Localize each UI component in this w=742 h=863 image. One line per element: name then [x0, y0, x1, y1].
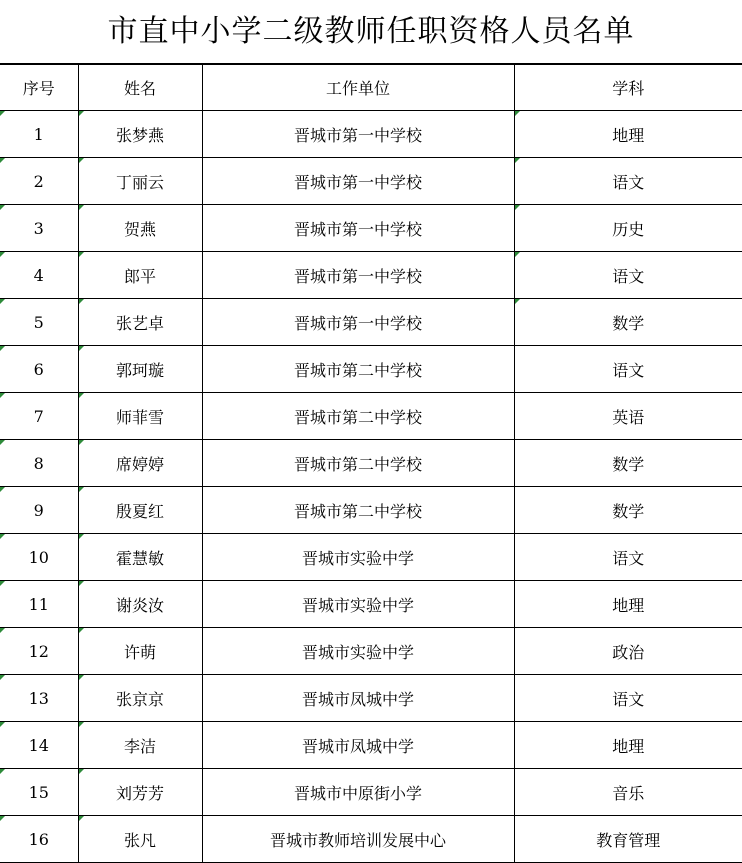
cell-no[interactable]: 11: [0, 581, 78, 628]
cell-name[interactable]: 张凡: [78, 816, 202, 863]
cell-subject[interactable]: 英语: [514, 393, 742, 440]
cell-name[interactable]: 张京京: [78, 675, 202, 722]
table-row: [0, 816, 742, 863]
cell-subject[interactable]: 语文: [514, 252, 742, 299]
table-row: [0, 675, 742, 722]
header-no[interactable]: 序号: [0, 65, 78, 111]
cell-name[interactable]: 李洁: [78, 722, 202, 769]
cell-subject[interactable]: 语文: [514, 675, 742, 722]
cell-unit[interactable]: 晋城市第一中学校: [202, 205, 514, 252]
cell-name[interactable]: 丁丽云: [78, 158, 202, 205]
cell-subject[interactable]: 数学: [514, 299, 742, 346]
header-subject[interactable]: 学科: [514, 65, 742, 111]
cell-name[interactable]: 师菲雪: [78, 393, 202, 440]
cell-name[interactable]: 张艺卓: [78, 299, 202, 346]
cell-name[interactable]: 郭珂璇: [78, 346, 202, 393]
cell-unit[interactable]: 晋城市第一中学校: [202, 158, 514, 205]
cell-name[interactable]: 席婷婷: [78, 440, 202, 487]
cell-subject[interactable]: 音乐: [514, 769, 742, 816]
cell-no[interactable]: 12: [0, 628, 78, 675]
cell-no[interactable]: 15: [0, 769, 78, 816]
cell-unit[interactable]: 晋城市实验中学: [202, 628, 514, 675]
cell-no[interactable]: 14: [0, 722, 78, 769]
cell-unit[interactable]: 晋城市实验中学: [202, 581, 514, 628]
cell-no[interactable]: 3: [0, 205, 78, 252]
cell-subject[interactable]: 数学: [514, 440, 742, 487]
table-row: [0, 158, 742, 205]
cell-unit[interactable]: 晋城市第一中学校: [202, 252, 514, 299]
cell-name[interactable]: 谢炎汝: [78, 581, 202, 628]
cell-unit[interactable]: 晋城市凤城中学: [202, 675, 514, 722]
cell-subject[interactable]: 教育管理: [514, 816, 742, 863]
cell-subject[interactable]: 语文: [514, 534, 742, 581]
cell-subject[interactable]: 地理: [514, 111, 742, 158]
cell-subject[interactable]: 语文: [514, 346, 742, 393]
cell-unit[interactable]: 晋城市第二中学校: [202, 393, 514, 440]
cell-subject[interactable]: 数学: [514, 487, 742, 534]
cell-unit[interactable]: 晋城市凤城中学: [202, 722, 514, 769]
cell-unit[interactable]: 晋城市第一中学校: [202, 299, 514, 346]
cell-unit[interactable]: 晋城市第二中学校: [202, 346, 514, 393]
cell-name[interactable]: 贺燕: [78, 205, 202, 252]
table-row: [0, 534, 742, 581]
cell-name[interactable]: 张梦燕: [78, 111, 202, 158]
cell-subject[interactable]: 政治: [514, 628, 742, 675]
table-row: [0, 111, 742, 158]
cell-no[interactable]: 9: [0, 487, 78, 534]
header-name[interactable]: 姓名: [78, 65, 202, 111]
cell-no[interactable]: 8: [0, 440, 78, 487]
cell-no[interactable]: 4: [0, 252, 78, 299]
cell-name[interactable]: 刘芳芳: [78, 769, 202, 816]
table-row: [0, 205, 742, 252]
cell-subject[interactable]: 地理: [514, 722, 742, 769]
cell-name[interactable]: 许萌: [78, 628, 202, 675]
cell-subject[interactable]: 历史: [514, 205, 742, 252]
table-row: [0, 628, 742, 675]
cell-name[interactable]: 殷夏红: [78, 487, 202, 534]
table-row: [0, 346, 742, 393]
cell-unit[interactable]: 晋城市第二中学校: [202, 440, 514, 487]
cell-unit[interactable]: 晋城市第二中学校: [202, 487, 514, 534]
cell-subject[interactable]: 地理: [514, 581, 742, 628]
table-row: [0, 722, 742, 769]
table-row: [0, 252, 742, 299]
cell-no[interactable]: 2: [0, 158, 78, 205]
cell-no[interactable]: 5: [0, 299, 78, 346]
page-title: 市直中小学二级教师任职资格人员名单: [0, 0, 742, 64]
header-row: [0, 65, 742, 111]
cell-unit[interactable]: 晋城市第一中学校: [202, 111, 514, 158]
cell-unit[interactable]: 晋城市教师培训发展中心: [202, 816, 514, 863]
cell-name[interactable]: 霍慧敏: [78, 534, 202, 581]
table-row: [0, 393, 742, 440]
cell-no[interactable]: 16: [0, 816, 78, 863]
cell-unit[interactable]: 晋城市实验中学: [202, 534, 514, 581]
cell-no[interactable]: 10: [0, 534, 78, 581]
roster-table: [0, 64, 742, 863]
cell-no[interactable]: 1: [0, 111, 78, 158]
table-row: [0, 769, 742, 816]
cell-unit[interactable]: 晋城市中原街小学: [202, 769, 514, 816]
table-row: [0, 487, 742, 534]
table-row: [0, 299, 742, 346]
cell-no[interactable]: 7: [0, 393, 78, 440]
cell-name[interactable]: 郎平: [78, 252, 202, 299]
cell-no[interactable]: 6: [0, 346, 78, 393]
header-unit[interactable]: 工作单位: [202, 65, 514, 111]
cell-no[interactable]: 13: [0, 675, 78, 722]
table-row: [0, 581, 742, 628]
table-row: [0, 440, 742, 487]
cell-subject[interactable]: 语文: [514, 158, 742, 205]
